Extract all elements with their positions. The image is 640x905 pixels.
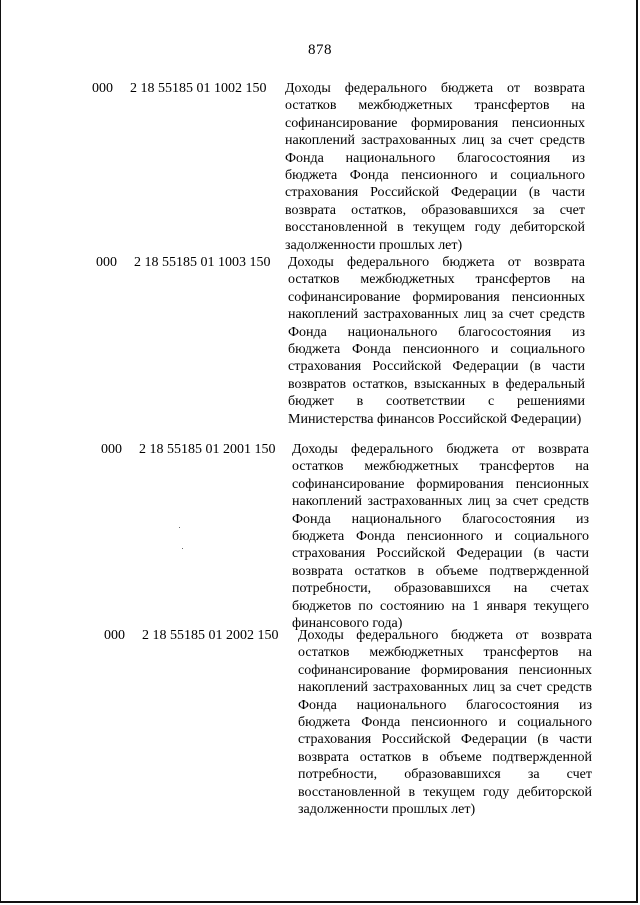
page-number: 878 (308, 42, 332, 58)
table-row (0, 627, 640, 827)
entry-description: Доходы федерального бюджета от возврата остатков межбюджетных трансфертов на софинансирование формирования пенсионных накоплений застрахованных лиц за счет средств Фонда национального благосостояния из бюджета Фонда пенсионного и социального страхования Российской Федерации (в части возврата остатков в объеме подтвержденной потребности, образовавшихся за счет восстановленной в текущем году дебиторской задолженности прошлых лет) (298, 628, 592, 818)
entry-description: Доходы федерального бюджета от возврата остатков межбюджетных трансфертов на софинансирование формирования пенсионных накоплений застрахованных лиц за счет средств Фонда национального благосостояния из бюджета Фонда пенсионного и социального страхования Российской Федерации (в части возвратов остатков, взысканных в федеральный бюджет в соответствии с решениями Министерства финансов Российской Федерации) (288, 255, 585, 427)
kbk-code: 2 18 55185 01 1002 150 (130, 81, 267, 96)
kbk-code: 2 18 55185 01 2001 150 (139, 442, 276, 457)
admin-code: 000 (104, 628, 125, 643)
scan-speck (179, 527, 180, 528)
admin-code: 000 (96, 255, 117, 270)
entry-description: Доходы федерального бюджета от возврата остатков межбюджетных трансфертов на софинансирование формирования пенсионных накоплений застрахованных лиц за счет средств Фонда национального благосостояния из бюджета Фонда пенсионного и социального страхования Российской Федерации (в части возврата остатков в объеме подтвержденной потребности, образовавшихся на счетах бюджетов по состоянию на 1 января текущего финансового года) (292, 442, 589, 632)
kbk-code: 2 18 55185 01 2002 150 (142, 628, 279, 643)
scan-speck (182, 548, 183, 549)
kbk-code: 2 18 55185 01 1003 150 (134, 255, 271, 270)
admin-code: 000 (101, 442, 122, 457)
table-row (0, 441, 640, 632)
table-row (0, 80, 640, 252)
entry-description: Доходы федерального бюджета от возврата остатков межбюджетных трансфертов на софинансирование формирования пенсионных накоплений застрахованных лиц за счет средств Фонда национального благосостояния из бюджета Фонда пенсионного и социального страхования Российской Федерации (в части возврата остатков, образовавшихся за счет восстановленной в текущем году дебиторской задолженности прошлых лет) (285, 81, 585, 253)
admin-code: 000 (92, 81, 113, 96)
table-row (0, 254, 640, 439)
